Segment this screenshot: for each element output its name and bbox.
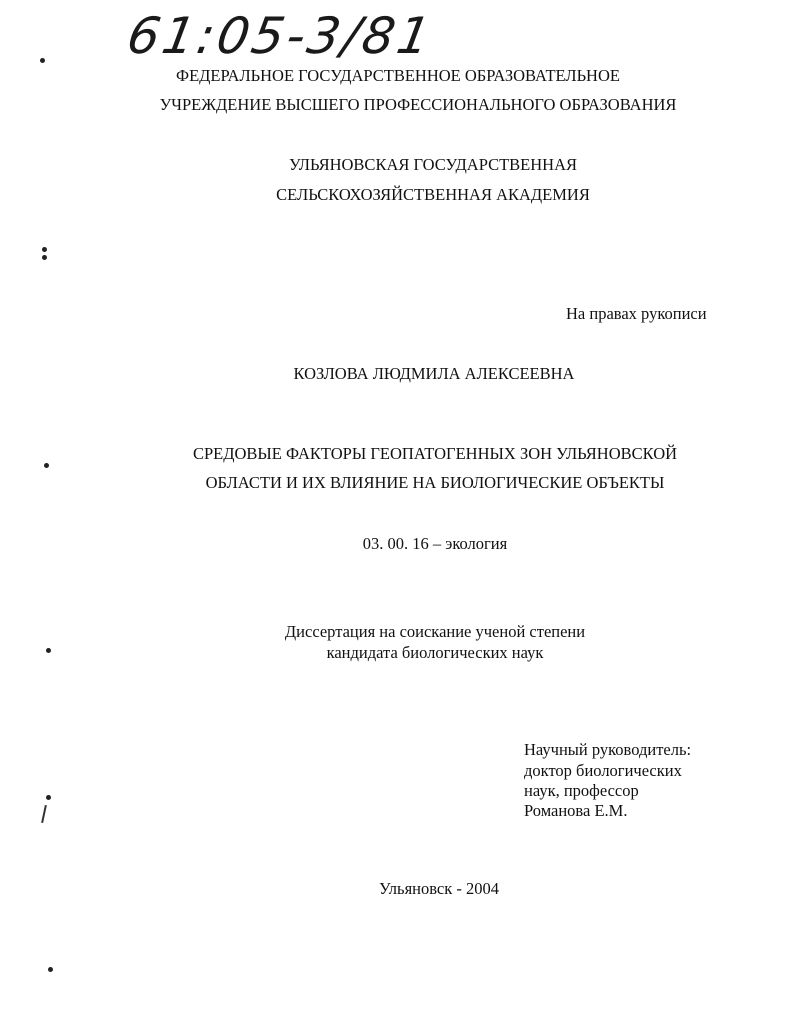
degree-line-2: кандидата биологических наук — [326, 643, 544, 662]
city-year: Ульяновск - 2004 — [378, 879, 500, 898]
scan-mark — [48, 967, 53, 972]
header-line-1: ФЕДЕРАЛЬНОЕ ГОСУДАРСТВЕННОЕ ОБРАЗОВАТЕЛЬНОЕ — [176, 66, 620, 85]
scan-mark — [42, 247, 47, 252]
scan-mark — [42, 255, 47, 260]
scan-mark — [41, 805, 47, 823]
specialty-code: 03. 00. 16 – экология — [362, 534, 508, 553]
supervisor-line-1: Научный руководитель: — [524, 740, 692, 759]
dissertation-title-line-1: СРЕДОВЫЕ ФАКТОРЫ ГЕОПАТОГЕННЫХ ЗОН УЛЬЯНОВСКОЙ — [192, 444, 678, 463]
supervisor-line-4: Романова Е.М. — [524, 801, 628, 820]
scan-mark — [46, 648, 51, 653]
dissertation-title-line-2: ОБЛАСТИ И ИХ ВЛИЯНИЕ НА БИОЛОГИЧЕСКИЕ ОБЪЕКТЫ — [205, 473, 665, 492]
degree-line-1: Диссертация на соискание ученой степени — [284, 622, 586, 641]
supervisor-line-2: доктор биологических — [524, 761, 682, 780]
manuscript-note: На правах рукописи — [566, 304, 707, 323]
author-name: КОЗЛОВА ЛЮДМИЛА АЛЕКСЕЕВНА — [293, 364, 575, 383]
scan-mark — [44, 463, 49, 468]
scan-mark — [40, 58, 45, 63]
supervisor-line-3: наук, профессор — [524, 781, 639, 800]
institution-line-2: СЕЛЬСКОХОЗЯЙСТВЕННАЯ АКАДЕМИЯ — [276, 185, 590, 204]
header-line-2: УЧРЕЖДЕНИЕ ВЫСШЕГО ПРОФЕССИОНАЛЬНОГО ОБРАЗОВАНИЯ — [159, 95, 677, 114]
scan-mark — [46, 795, 51, 800]
handwritten-archive-code: 61:05-3/81 — [122, 7, 438, 65]
institution-line-1: УЛЬЯНОВСКАЯ ГОСУДАРСТВЕННАЯ — [288, 155, 578, 174]
